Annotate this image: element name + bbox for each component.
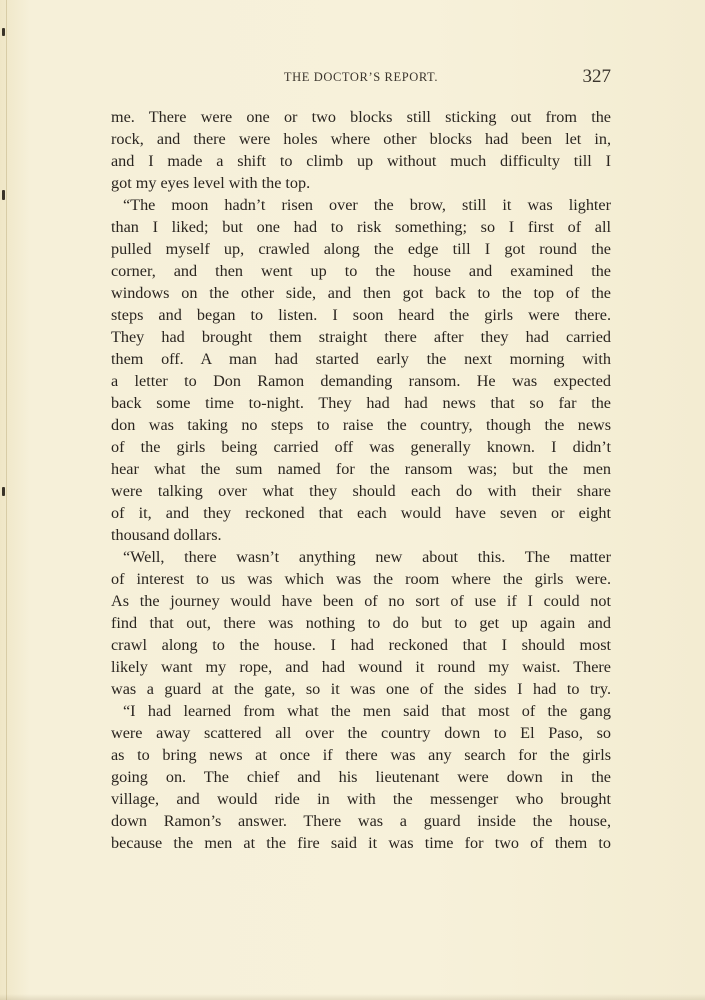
- text-line: because the men at the fire said it was time for two of them to: [111, 834, 611, 852]
- text-line: rock, and there were holes where other blocks had been let in,: [111, 130, 611, 148]
- text-line: down Ramon’s answer. There was a guard inside the house,: [111, 812, 611, 830]
- text-line: They had brought them straight there after they had carried: [111, 328, 611, 346]
- text-line: corner, and then went up to the house and examined the: [111, 262, 611, 280]
- text-line: back some time to-night. They had had news that so far the: [111, 394, 611, 412]
- text-line: find that out, there was nothing to do but to get up again and: [111, 614, 611, 632]
- text-line: likely want my rope, and had wound it round my waist. There: [111, 658, 611, 676]
- text-line: of it, and they reckoned that each would have seven or eight: [111, 504, 611, 522]
- text-line: than I liked; but one had to risk something; so I first of all: [111, 218, 611, 236]
- text-line: going on. The chief and his lieutenant were down in the: [111, 768, 611, 786]
- text-line: and I made a shift to climb up without much difficulty till I: [111, 152, 611, 170]
- text-line: a letter to Don Ramon demanding ransom. He was expected: [111, 372, 611, 390]
- gutter-mark: [2, 28, 5, 36]
- text-line: of interest to us was which was the room where the girls were.: [111, 570, 611, 588]
- text-line: “I had learned from what the men said that most of the gang: [123, 702, 611, 720]
- text-line: were talking over what they should each do with their share: [111, 482, 611, 500]
- text-line: steps and began to listen. I soon heard the girls were there.: [111, 306, 611, 324]
- text-line: thousand dollars.: [111, 526, 222, 544]
- text-line: “The moon hadn’t risen over the brow, still it was lighter: [123, 196, 611, 214]
- binding-gutter: [6, 0, 7, 1000]
- text-line: got my eyes level with the top.: [111, 174, 311, 192]
- text-line: me. There were one or two blocks still sticking out from the: [111, 108, 611, 126]
- text-line: of the girls being carried off was generally known. I didn’t: [111, 438, 611, 456]
- running-head: THE DOCTOR’S REPORT.: [283, 70, 439, 84]
- text-line: as to bring news at once if there was any search for the girls: [111, 746, 611, 764]
- gutter-mark: [2, 190, 5, 200]
- text-line: hear what the sum named for the ransom was; but the men: [111, 460, 611, 478]
- text-line: pulled myself up, crawled along the edge till I got round the: [111, 240, 611, 258]
- text-line: As the journey would have been of no sort of use if I could not: [111, 592, 611, 610]
- gutter-mark: [2, 487, 5, 496]
- page-number: 327: [582, 66, 611, 87]
- text-line: windows on the other side, and then got back to the top of the: [111, 284, 611, 302]
- text-line: village, and would ride in with the messenger who brought: [111, 790, 611, 808]
- text-line: crawl along to the house. I had reckoned that I should most: [111, 636, 611, 654]
- page-bottom-edge: [0, 994, 705, 1000]
- text-line: was a guard at the gate, so it was one of the sides I had to try.: [111, 680, 611, 698]
- page-header: [111, 66, 611, 90]
- text-line: “Well, there wasn’t anything new about this. The matter: [123, 548, 611, 566]
- text-line: don was taking no steps to raise the country, though the news: [111, 416, 611, 434]
- text-line: were away scattered all over the country down to El Paso, so: [111, 724, 611, 742]
- body-text: [111, 106, 611, 854]
- text-line: them off. A man had started early the next morning with: [111, 350, 611, 368]
